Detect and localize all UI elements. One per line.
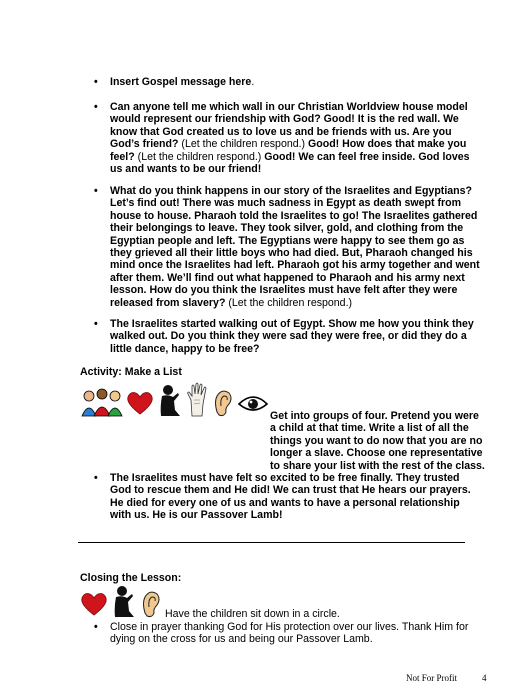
list-item [80, 318, 480, 355]
bullet-text: The Israelites must have felt so excited to be free finally. They trusted God to rescue them and He did! We can trust that He hears our prayers. He died for every one of us and wants to have a personal relationship with us. He is our Passover Lamb! [110, 472, 471, 522]
bullet-text-normal: . [251, 76, 255, 88]
bullet-text-bold: Insert Gospel message here [110, 76, 252, 88]
activity-text: Get into groups of four. Pretend you were a child at that time. Write a list of all the things you want to do now that you are no longer a slave. Choose one representative to share your list with the rest of the class. [270, 410, 485, 472]
activity-heading: Activity: Make a List [80, 366, 182, 378]
bullet-text-segment: (Let the children respond.) [137, 150, 265, 163]
closing-instruction: Have the children sit down in a circle. [165, 608, 340, 620]
bullet-text-segment: (Let the children respond.) [181, 138, 309, 151]
bullet-text-segment: (Let the children respond.) [228, 296, 353, 309]
bullet-list-walking [80, 318, 480, 355]
list-item [80, 621, 480, 646]
bullet-list-activity [80, 472, 480, 522]
bullet-list-closing [80, 621, 480, 646]
bullet-list-gospel [80, 76, 480, 88]
heart-icon [80, 591, 108, 617]
bullet-marker: • [94, 621, 98, 633]
ear-icon [140, 589, 162, 619]
bullet-marker: • [94, 185, 98, 197]
bullet-text-segment: Can anyone tell me which wall in our Christian Worldview house model would represent our friendship with God? Good! It is the red wall. We know that God created us to love us and be friends with us. Are you God’s friend? [110, 101, 468, 151]
activity-instructions [80, 410, 485, 472]
bullet-marker: • [94, 101, 98, 113]
bullet-list-story [80, 185, 480, 309]
bullet-text-segment: The Israelites started walking out of Egypt. Show me how you think they walked out. Do you think they were sad they were free, or did they do a little dance, happy to be free? [110, 318, 474, 355]
section-divider [78, 542, 465, 543]
footer-text: Not For Profit [406, 673, 458, 683]
closing-icon-row [80, 585, 166, 625]
praying-person-icon [112, 585, 136, 619]
list-item [80, 185, 480, 309]
bullet-marker: • [94, 472, 98, 484]
bullet-list-friendship [80, 101, 480, 175]
closing-heading: Closing the Lesson: [80, 572, 182, 584]
bullet-text-segment: What do you think happens in our story of the Israelites and Egyptians? Let’s find out! There was much sadness in Egypt as death swept from house to house. Pharaoh told the Israelites to go! The Israelites gathered their belongings to leave. They took silver, gold, and clothing from the Egyptian people and left. The Egyptians were happy to see them go as they grieved all their little boys who had died. But, Pharaoh changed his mind once the Israelites had left. Pharaoh got his army together and went after them. We’ll find out what happened to Pharaoh and his army next lesson. How do you think the Israelites must have felt after they were released from slavery? [110, 185, 480, 309]
list-item [80, 472, 480, 522]
bullet-text-segment: Good! We can feel free inside. God loves us and wants to be our friend! [110, 150, 470, 176]
list-item [80, 76, 480, 88]
bullet-marker: • [94, 76, 98, 88]
page-number: 4 [482, 673, 487, 683]
bullet-text: Close in prayer thanking God for His protection over our lives. Thank Him for dying on the cross for us and being our Passover Lamb. [110, 621, 469, 646]
bullet-marker: • [94, 318, 98, 330]
list-item [80, 101, 480, 175]
bullet-text-segment: Good! How does that make you feel? [110, 138, 467, 163]
